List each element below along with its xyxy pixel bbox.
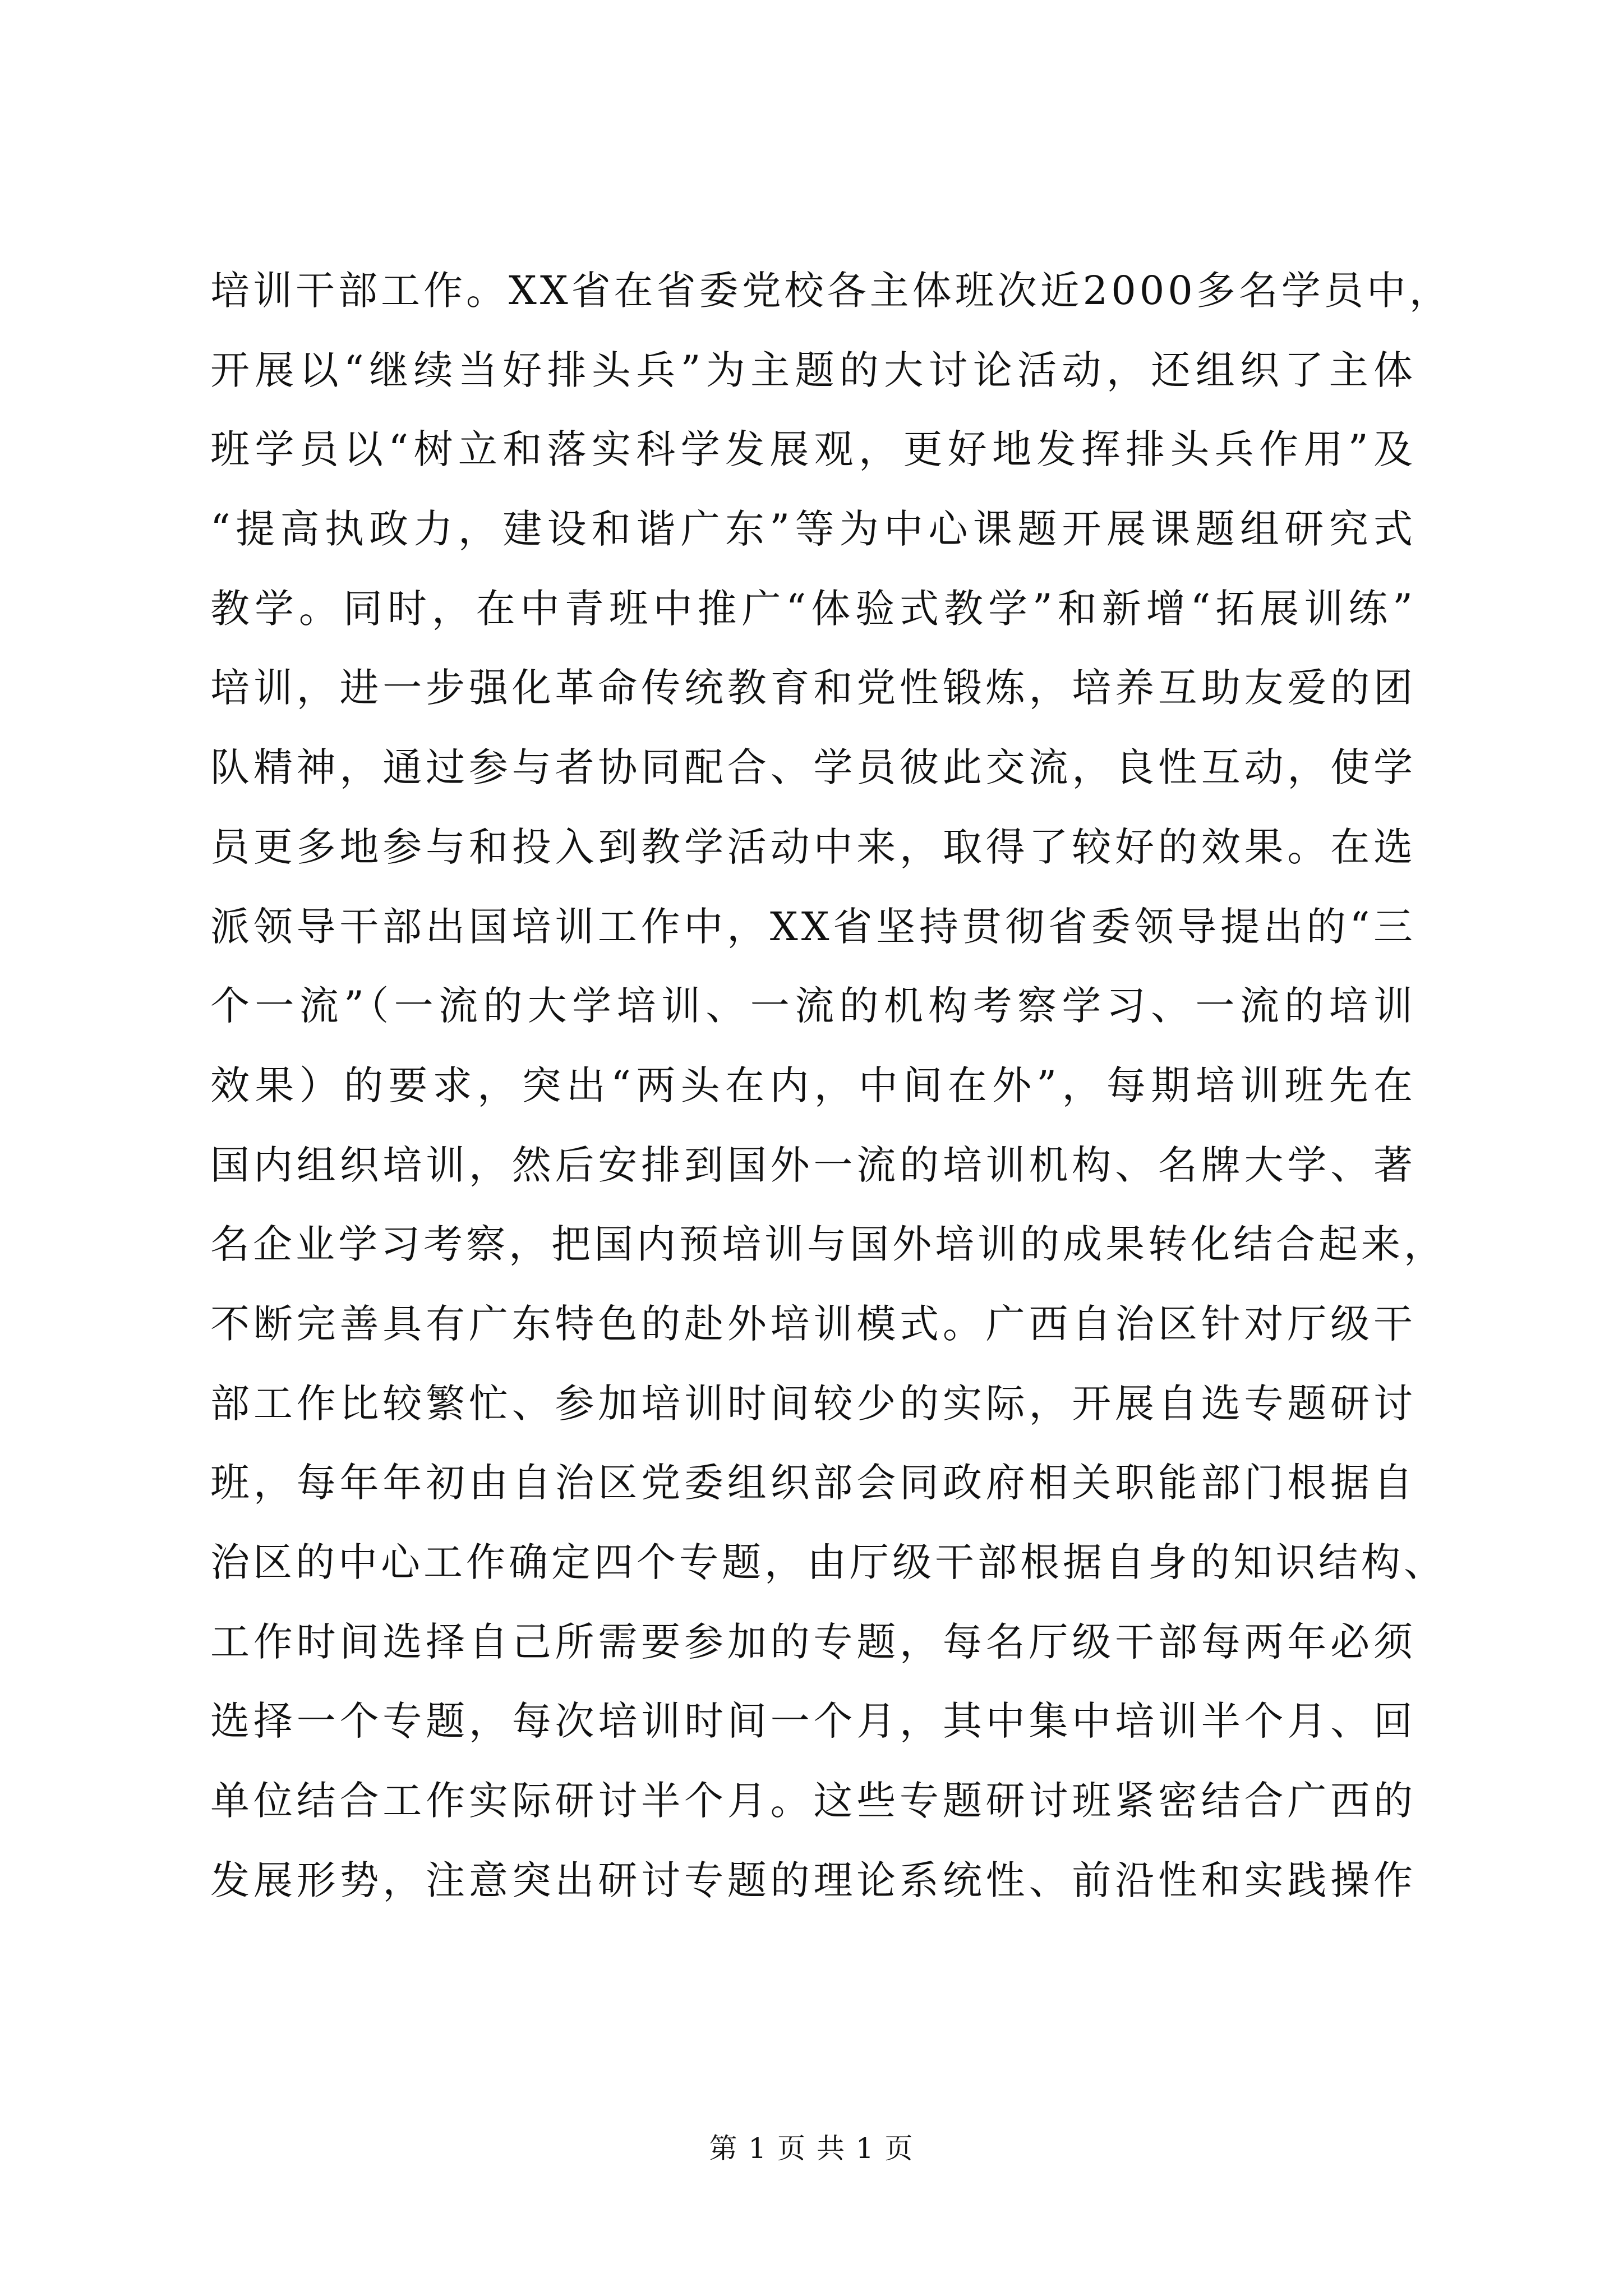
page-number-label: 第 1 页 共 1 页 <box>709 2132 914 2165</box>
text-line: 国内组织培训，然后安排到国外一流的培训机构、名牌大学、著 <box>210 1142 1416 1188</box>
text-line: 单位结合工作实际研讨半个月。这些专题研讨班紧密结合广西的 <box>210 1778 1416 1824</box>
text-line: “提高执政力，建设和谐广东”等为中心课题开展课题组研究式 <box>210 506 1416 553</box>
text-line: 班学员以“树立和落实科学发展观，更好地发挥排头兵作用”及 <box>210 426 1416 473</box>
text-line: 派领导干部出国培训工作中，XX省坚持贯彻省委领导提出的“三 <box>210 903 1416 950</box>
body-paragraph <box>210 251 1452 1920</box>
page-footer <box>0 2132 1623 2165</box>
text-line: 队精神，通过参与者协同配合、学员彼此交流，良性互动，使学 <box>210 744 1416 791</box>
text-line: 培训，进一步强化革命传统教育和党性锻炼，培养互助友爱的团 <box>210 665 1416 711</box>
text-line: 个一流”（一流的大学培训、一流的机构考察学习、一流的培训 <box>210 983 1416 1029</box>
text-line: 不断完善具有广东特色的赴外培训模式。广西自治区针对厅级干 <box>210 1300 1416 1347</box>
text-line: 部工作比较繁忙、参加培训时间较少的实际，开展自选专题研讨 <box>210 1380 1416 1427</box>
text-line: 教学。同时，在中青班中推广“体验式教学”和新增“拓展训练” <box>210 585 1416 632</box>
text-line: 选择一个专题，每次培训时间一个月，其中集中培训半个月、回 <box>210 1698 1416 1745</box>
text-line: 效果）的要求，突出“两头在内，中间在外”，每期培训班先在 <box>210 1062 1416 1108</box>
text-line: 工作时间选择自己所需要参加的专题，每名厅级干部每两年必须 <box>210 1618 1416 1665</box>
text-line: 名企业学习考察，把国内预培训与国外培训的成果转化结合起来， <box>210 1221 1446 1268</box>
text-line: 发展形势，注意突出研讨专题的理论系统性、前沿性和实践操作 <box>210 1857 1416 1903</box>
text-line: 员更多地参与和投入到教学活动中来，取得了较好的效果。在选 <box>210 823 1416 870</box>
text-line: 治区的中心工作确定四个专题，由厅级干部根据自身的知识结构、 <box>210 1539 1446 1585</box>
text-line: 培训干部工作。XX省在省委党校各主体班次近2000多名学员中， <box>210 268 1452 314</box>
text-line: 班，每年年初由自治区党委组织部会同政府相关职能部门根据自 <box>210 1460 1416 1506</box>
text-line: 开展以“继续当好排头兵”为主题的大讨论活动，还组织了主体 <box>210 347 1416 393</box>
